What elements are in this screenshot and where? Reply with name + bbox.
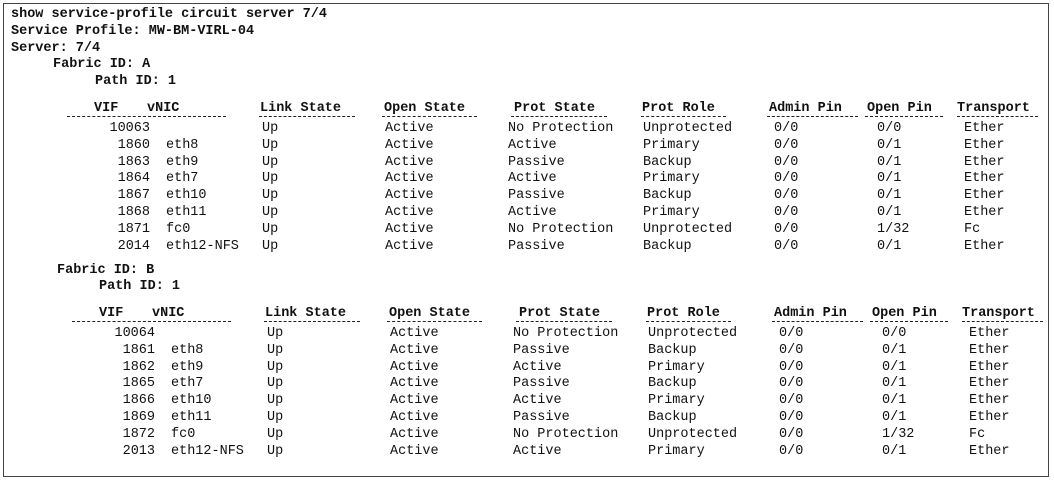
- cell-open-pin: 0/0: [882, 326, 907, 341]
- column-header-open-state: Open State: [384, 101, 466, 116]
- cell-open-state: Active: [390, 359, 439, 375]
- header-underline: [67, 116, 151, 117]
- cell-prot-state: Active: [508, 171, 557, 187]
- cell-link-state: Up: [267, 376, 284, 392]
- cell-vif: 2013: [122, 443, 155, 459]
- cell-vif: 1869: [122, 410, 155, 425]
- cell-open-pin: 0/1: [882, 376, 907, 392]
- header-underline: [767, 116, 858, 117]
- column-header-prot-role: Prot Role: [647, 306, 720, 321]
- cell-link-state: Up: [267, 326, 284, 341]
- cell-open-pin: 0/1: [877, 205, 902, 220]
- cell-open-pin: 0/1: [877, 238, 902, 254]
- cell-open-state: Active: [390, 393, 439, 409]
- cell-link-state: Up: [262, 171, 279, 187]
- column-header-admin-pin: Admin Pin: [769, 101, 842, 116]
- column-header-prot-role: Prot Role: [642, 101, 715, 116]
- cell-prot-role: Backup: [643, 238, 692, 254]
- cell-open-state: Active: [385, 121, 434, 136]
- header-underline: [957, 116, 1038, 117]
- cell-admin-pin: 0/0: [779, 342, 804, 358]
- cell-vif: 1863: [117, 154, 150, 170]
- column-header-link-state: Link State: [265, 306, 347, 321]
- column-header-vnic: vNIC: [152, 306, 185, 321]
- cell-prot-state: Passive: [508, 238, 565, 254]
- cell-vif: 1868: [117, 205, 150, 220]
- cell-admin-pin: 0/0: [779, 376, 804, 392]
- cell-link-state: Up: [262, 221, 279, 237]
- cell-transport: Ether: [964, 188, 1005, 204]
- cell-transport: Ether: [969, 443, 1010, 459]
- cell-open-pin: 1/32: [882, 426, 915, 442]
- column-header-prot-state: Prot State: [519, 306, 601, 321]
- cell-vnic: eth12-NFS: [171, 443, 244, 459]
- cell-prot-role: Unprotected: [648, 426, 738, 442]
- cell-open-pin: 0/1: [882, 393, 907, 409]
- cell-open-state: Active: [385, 188, 434, 204]
- cell-open-pin: 0/1: [877, 137, 902, 153]
- cell-admin-pin: 0/0: [774, 188, 799, 204]
- cell-prot-role: Backup: [648, 376, 697, 392]
- column-header-transport: Transport: [957, 101, 1030, 116]
- cell-prot-role: Primary: [643, 205, 700, 220]
- header-underline: [259, 116, 355, 117]
- column-header-prot-state: Prot State: [514, 101, 596, 116]
- cell-vif: 1860: [117, 137, 150, 153]
- header-underline: [148, 321, 231, 322]
- fabric-id-label: Fabric ID: B: [57, 263, 155, 278]
- header-underline: [646, 321, 731, 322]
- cell-vif: 10064: [114, 326, 155, 341]
- header-underline: [772, 321, 863, 322]
- cell-transport: Ether: [969, 393, 1010, 409]
- cell-open-pin: 0/1: [882, 342, 907, 358]
- cell-vnic: eth8: [166, 137, 199, 153]
- cell-vnic: eth10: [166, 188, 207, 204]
- cell-transport: Ether: [964, 154, 1005, 170]
- cell-transport: Fc: [969, 426, 986, 442]
- column-header-vnic: vNIC: [147, 101, 180, 116]
- cell-prot-role: Unprotected: [643, 221, 733, 237]
- cell-admin-pin: 0/0: [779, 359, 804, 375]
- cell-vif: 2014: [117, 238, 150, 254]
- column-header-open-pin: Open Pin: [872, 306, 937, 321]
- cell-open-pin: 0/1: [882, 359, 907, 375]
- cell-prot-role: Backup: [648, 410, 697, 425]
- cell-admin-pin: 0/0: [774, 221, 799, 237]
- terminal-output-frame: [3, 3, 1049, 477]
- cell-vif: 1864: [117, 171, 150, 187]
- cell-transport: Ether: [969, 342, 1010, 358]
- cell-prot-state: No Protection: [508, 121, 614, 136]
- cell-link-state: Up: [267, 410, 284, 425]
- path-id-label: Path ID: 1: [95, 74, 177, 89]
- cell-prot-role: Unprotected: [648, 326, 738, 341]
- cell-prot-state: Active: [513, 443, 562, 459]
- header-underline: [264, 321, 360, 322]
- cell-vif: 1872: [122, 426, 155, 442]
- service-profile-line: Service Profile: MW-BM-VIRL-04: [11, 24, 255, 39]
- cell-vnic: fc0: [171, 426, 196, 442]
- cell-open-state: Active: [385, 137, 434, 153]
- cell-vnic: eth10: [171, 393, 212, 409]
- cell-vif: 1867: [117, 188, 150, 204]
- cell-admin-pin: 0/0: [779, 393, 804, 409]
- column-header-transport: Transport: [962, 306, 1035, 321]
- cell-prot-state: No Protection: [513, 326, 619, 341]
- cell-link-state: Up: [262, 154, 279, 170]
- cell-open-pin: 0/0: [877, 121, 902, 136]
- cell-vnic: eth9: [166, 154, 199, 170]
- cell-prot-role: Primary: [648, 393, 705, 409]
- cell-vnic: eth9: [171, 359, 204, 375]
- cell-prot-role: Unprotected: [643, 121, 733, 136]
- cell-transport: Ether: [964, 121, 1005, 136]
- cell-link-state: Up: [262, 188, 279, 204]
- path-id-label: Path ID: 1: [99, 279, 181, 294]
- cell-vif: 1862: [122, 359, 155, 375]
- cell-transport: Ether: [969, 359, 1010, 375]
- column-header-vif: VIF: [99, 306, 124, 321]
- cell-vif: 1865: [122, 376, 155, 392]
- cell-transport: Ether: [969, 326, 1010, 341]
- cell-prot-state: Passive: [513, 376, 570, 392]
- cell-vnic: fc0: [166, 221, 191, 237]
- cell-prot-state: Passive: [513, 410, 570, 425]
- cell-prot-state: No Protection: [508, 221, 614, 237]
- header-underline: [143, 116, 226, 117]
- header-underline: [387, 321, 482, 322]
- cell-transport: Ether: [964, 171, 1005, 187]
- cell-open-state: Active: [390, 443, 439, 459]
- header-underline: [72, 321, 156, 322]
- cell-prot-state: Active: [513, 359, 562, 375]
- cell-open-pin: 0/1: [877, 188, 902, 204]
- header-underline: [870, 321, 948, 322]
- cell-admin-pin: 0/0: [779, 410, 804, 425]
- cell-open-state: Active: [390, 376, 439, 392]
- cell-admin-pin: 0/0: [774, 154, 799, 170]
- cell-admin-pin: 0/0: [779, 443, 804, 459]
- cell-admin-pin: 0/0: [774, 238, 799, 254]
- cell-admin-pin: 0/0: [774, 171, 799, 187]
- cell-prot-state: No Protection: [513, 426, 619, 442]
- cell-admin-pin: 0/0: [779, 326, 804, 341]
- cell-vif: 1861: [122, 342, 155, 358]
- cell-prot-state: Active: [513, 393, 562, 409]
- cell-prot-role: Primary: [648, 443, 705, 459]
- header-underline: [641, 116, 726, 117]
- cell-prot-role: Backup: [643, 154, 692, 170]
- cell-transport: Ether: [969, 410, 1010, 425]
- cell-prot-state: Active: [508, 137, 557, 153]
- cell-open-state: Active: [385, 205, 434, 220]
- fabric-id-label: Fabric ID: A: [53, 57, 151, 72]
- cell-transport: Fc: [964, 221, 981, 237]
- cell-open-pin: 0/1: [877, 171, 902, 187]
- header-underline: [516, 321, 612, 322]
- cell-link-state: Up: [262, 205, 279, 220]
- cell-open-state: Active: [390, 426, 439, 442]
- cell-vif: 1866: [122, 393, 155, 409]
- cell-admin-pin: 0/0: [774, 205, 799, 220]
- cell-open-state: Active: [385, 171, 434, 187]
- cell-open-state: Active: [390, 326, 439, 341]
- cell-transport: Ether: [969, 376, 1010, 392]
- cell-prot-state: Passive: [508, 188, 565, 204]
- cell-prot-role: Backup: [643, 188, 692, 204]
- column-header-open-pin: Open Pin: [867, 101, 932, 116]
- cell-open-pin: 1/32: [877, 221, 910, 237]
- cell-open-state: Active: [385, 221, 434, 237]
- cell-vnic: eth12-NFS: [166, 238, 239, 254]
- cell-transport: Ether: [964, 137, 1005, 153]
- cell-admin-pin: 0/0: [779, 426, 804, 442]
- cell-link-state: Up: [267, 443, 284, 459]
- cell-admin-pin: 0/0: [774, 121, 799, 136]
- header-underline: [962, 321, 1043, 322]
- cell-link-state: Up: [267, 426, 284, 442]
- cell-vnic: eth11: [166, 205, 207, 220]
- cell-prot-role: Backup: [648, 342, 697, 358]
- column-header-link-state: Link State: [260, 101, 342, 116]
- cell-prot-role: Primary: [648, 359, 705, 375]
- column-header-open-state: Open State: [389, 306, 471, 321]
- column-header-vif: VIF: [94, 101, 119, 116]
- cell-prot-role: Primary: [643, 171, 700, 187]
- header-underline: [865, 116, 943, 117]
- cell-transport: Ether: [964, 238, 1005, 254]
- cell-link-state: Up: [267, 393, 284, 409]
- cell-prot-role: Primary: [643, 137, 700, 153]
- cell-open-state: Active: [390, 342, 439, 358]
- cell-open-pin: 0/1: [882, 443, 907, 459]
- header-underline: [382, 116, 477, 117]
- cell-vnic: eth11: [171, 410, 212, 425]
- cell-open-state: Active: [385, 154, 434, 170]
- cell-open-pin: 0/1: [877, 154, 902, 170]
- cell-link-state: Up: [267, 342, 284, 358]
- server-line: Server: 7/4: [11, 41, 101, 56]
- cell-vnic: eth7: [166, 171, 199, 187]
- cell-open-pin: 0/1: [882, 410, 907, 425]
- cell-link-state: Up: [262, 137, 279, 153]
- cell-admin-pin: 0/0: [774, 137, 799, 153]
- cell-link-state: Up: [262, 238, 279, 254]
- cell-open-state: Active: [385, 238, 434, 254]
- cell-prot-state: Active: [508, 205, 557, 220]
- command-line: show service-profile circuit server 7/4: [11, 7, 327, 22]
- cell-vnic: eth7: [171, 376, 204, 392]
- header-underline: [511, 116, 607, 117]
- cell-prot-state: Passive: [508, 154, 565, 170]
- cell-prot-state: Passive: [513, 342, 570, 358]
- cell-open-state: Active: [390, 410, 439, 425]
- cell-link-state: Up: [262, 121, 279, 136]
- cell-vif: 1871: [117, 221, 150, 237]
- cell-vif: 10063: [109, 121, 150, 136]
- cell-vnic: eth8: [171, 342, 204, 358]
- column-header-admin-pin: Admin Pin: [774, 306, 847, 321]
- cell-transport: Ether: [964, 205, 1005, 220]
- cell-link-state: Up: [267, 359, 284, 375]
